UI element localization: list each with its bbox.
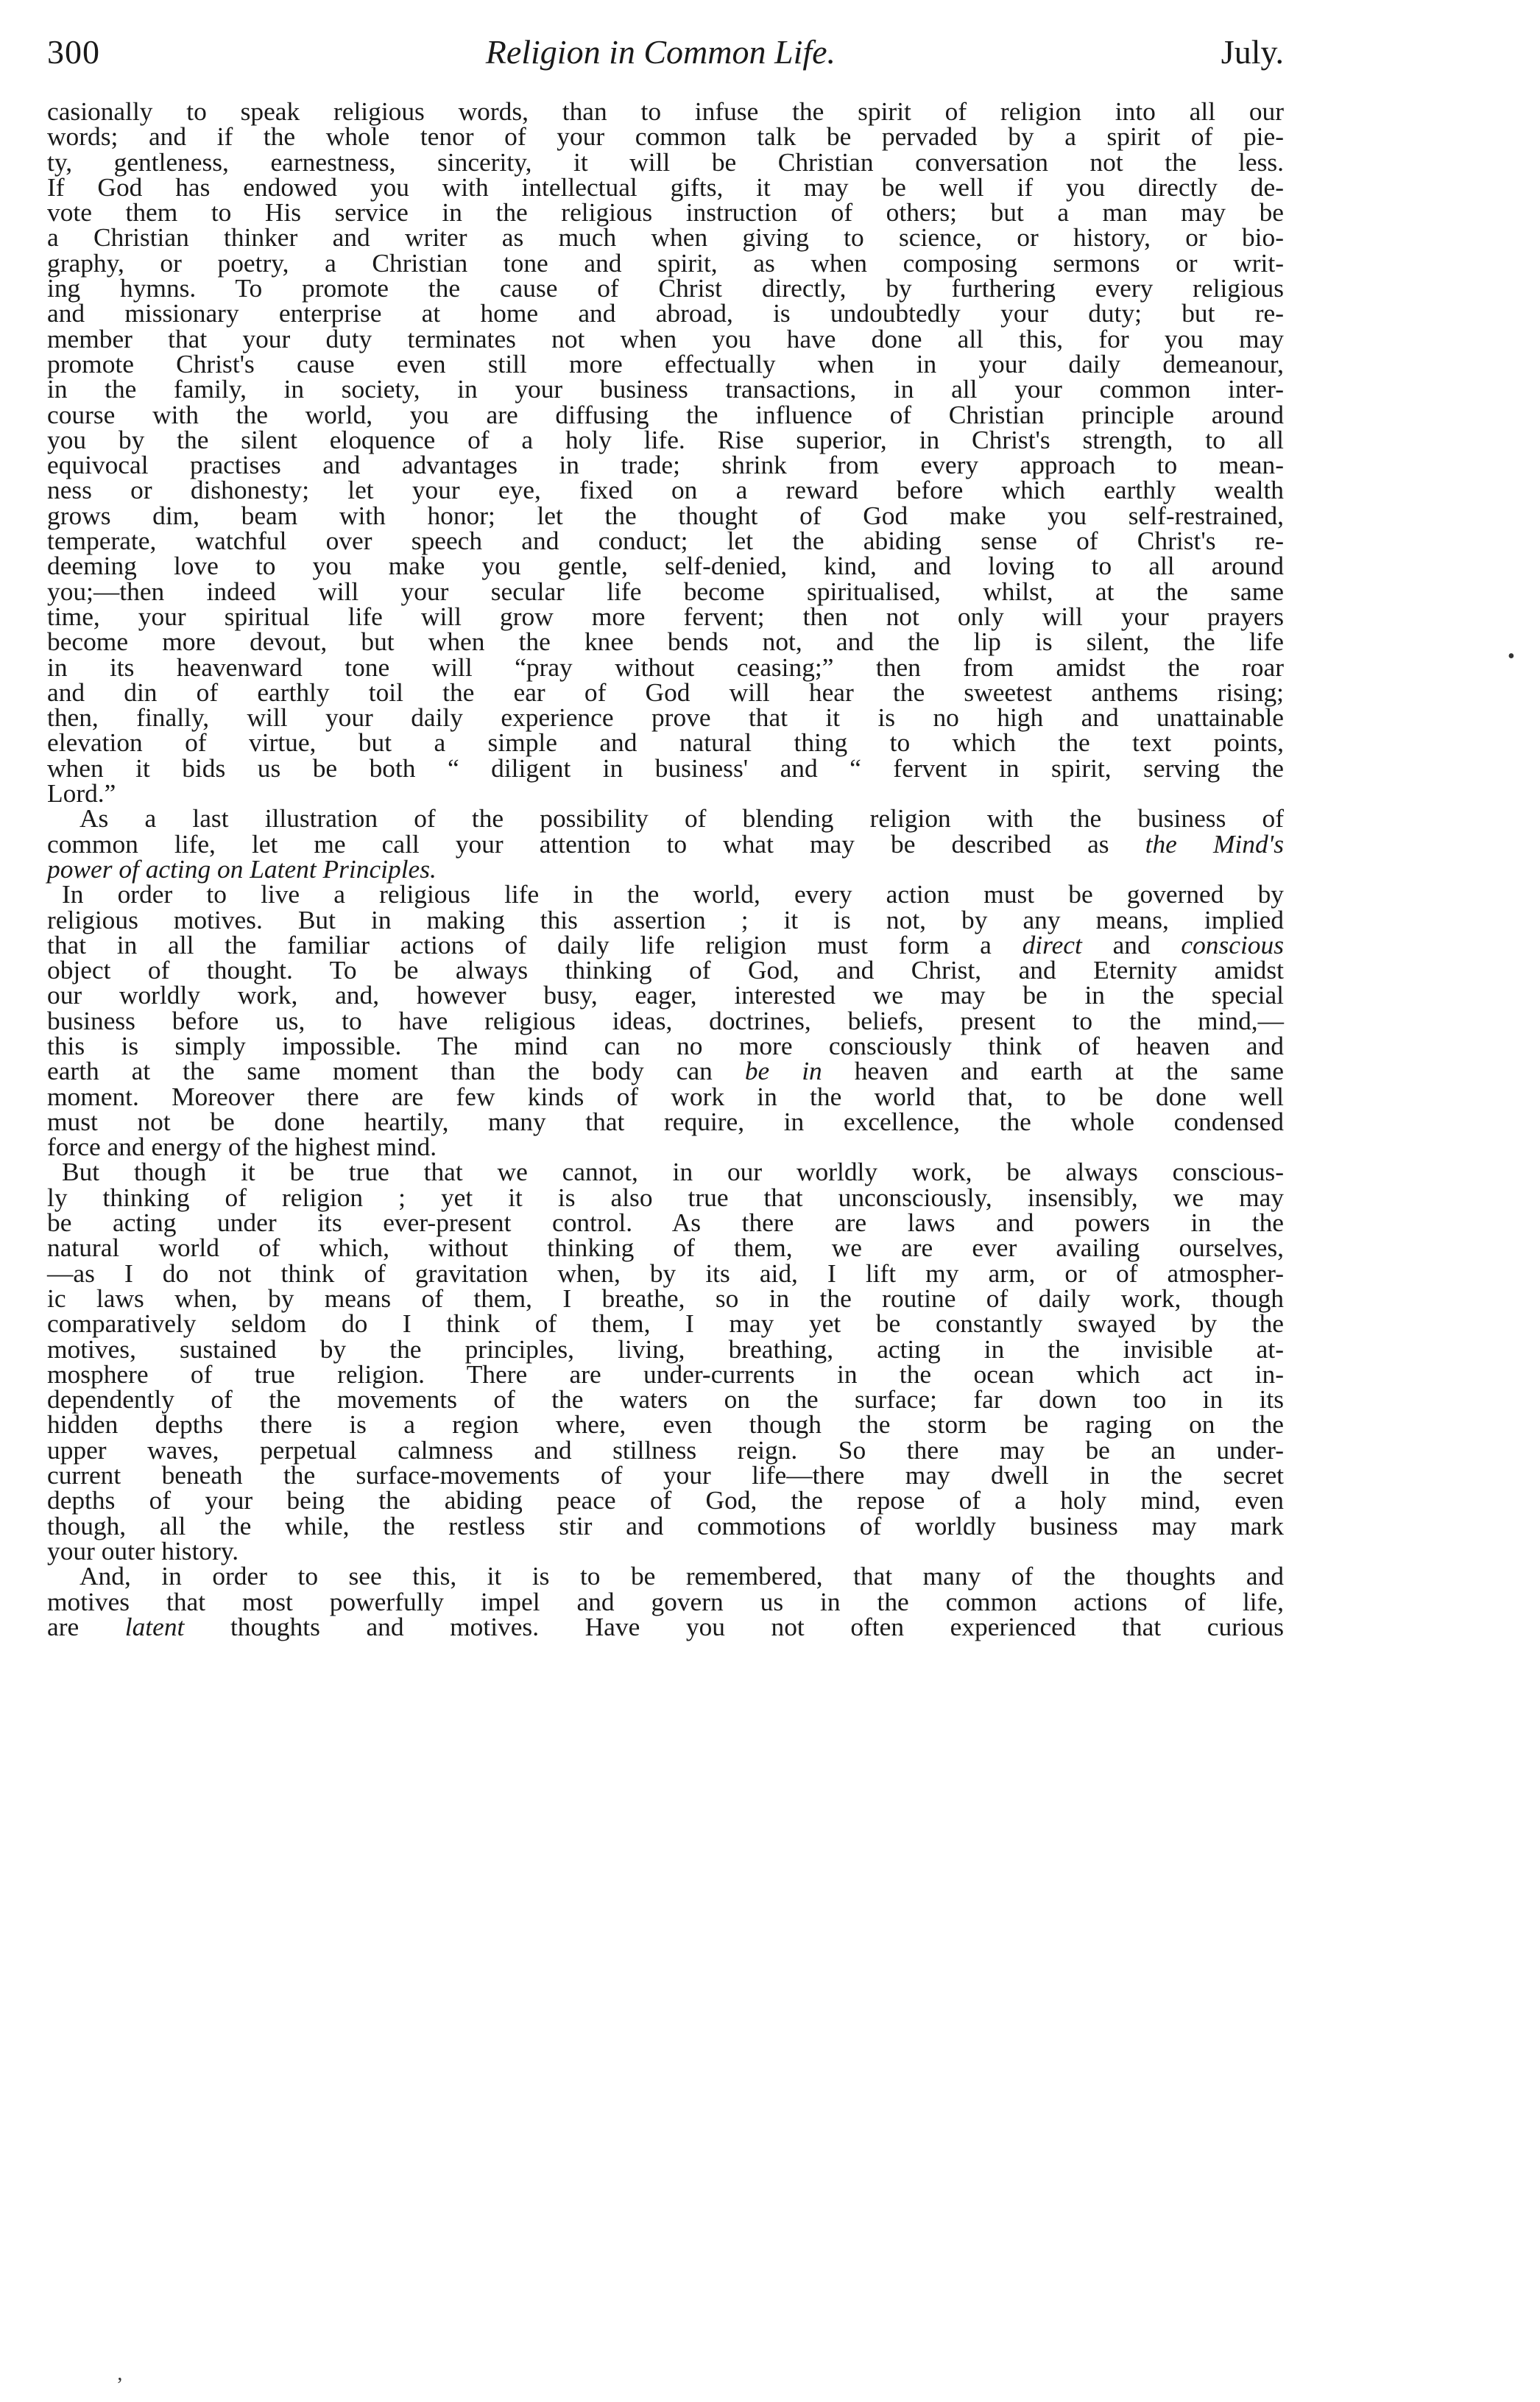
margin-mark: ‚ bbox=[116, 2362, 124, 2385]
text-line: motives, sustained by the principles, living, breathing, acting in the invisible at- bbox=[47, 1334, 1284, 1364]
text-run: thoughts and motives. Have you not often experienced that curious bbox=[230, 1611, 1284, 1641]
italic-run: be in bbox=[744, 1056, 822, 1086]
text-line: depths of your being the abiding peace of God, the repose of a holy mind, even bbox=[47, 1485, 1284, 1515]
text-line: promote Christ's cause even still more effectually when in your daily demeanour, bbox=[47, 348, 1284, 378]
text-line: graphy, or poetry, a Christian tone and spirit, as when composing sermons or writ- bbox=[47, 247, 1284, 278]
text-line bbox=[47, 853, 1284, 884]
paragraph-5 bbox=[47, 1563, 1284, 1639]
text-line: And, in order to see this, it is to be remembered, that many of the thoughts and bbox=[80, 1561, 1284, 1591]
paragraph-1 bbox=[47, 96, 1284, 809]
text-line: this is simply impossible. The mind can no more consciously think of heaven and bbox=[47, 1030, 1284, 1060]
body-text bbox=[47, 96, 1284, 1641]
text-line: deeming love to you make you gentle, self-denied, kind, and loving to all around bbox=[47, 551, 1284, 581]
text-line: temperate, watchful over speech and conduct; let the abiding sense of Christ's re- bbox=[47, 526, 1284, 556]
text-line: our worldly work, and, however busy, eager, interested we may be in the special bbox=[47, 980, 1284, 1010]
text-line: words; and if the whole tenor of your common talk be pervaded by a spirit of pie- bbox=[47, 121, 1284, 152]
text-line: when it bids us be both “ diligent in business' and “ fervent in spirit, serving the bbox=[47, 753, 1284, 783]
text-line: you;—then indeed will your secular life become spiritualised, whilst, at the same bbox=[47, 576, 1284, 606]
italic-run: the Mind's bbox=[1145, 828, 1284, 859]
page bbox=[47, 32, 1284, 1639]
text-line: be acting under its ever-present control. As there are laws and powers in the bbox=[47, 1208, 1284, 1238]
text-line: time, your spiritual life will grow more fervent; then not only will your prayers bbox=[47, 601, 1284, 631]
text-line: —as I do not think of gravitation when, by its aid, I lift my arm, or of atmospher- bbox=[47, 1258, 1284, 1288]
text-line: ty, gentleness, earnestness, sincerity, it will be Christian conversation not the less. bbox=[47, 147, 1284, 177]
text-line: ing hymns. To promote the cause of Christ directly, by furthering every religious bbox=[47, 273, 1284, 303]
text-line: hidden depths there is a region where, even though the storm be raging on the bbox=[47, 1409, 1284, 1440]
text-line: in its heavenward tone will “pray without ceasing;” then from amidst the roar bbox=[47, 652, 1284, 682]
text-line: ly thinking of religion ; yet it is also true that unconsciously, insensibly, we may bbox=[47, 1182, 1284, 1212]
paragraph-3 bbox=[47, 879, 1284, 1162]
text-line: equivocal practises and advantages in trade; shrink from every approach to mean- bbox=[47, 450, 1284, 480]
text-run: earth at the same moment than the body can bbox=[47, 1056, 713, 1086]
text-line: dependently of the movements of the waters on the surface; far down too in its bbox=[47, 1384, 1284, 1415]
italic-run: latent bbox=[124, 1611, 185, 1641]
text-line: elevation of virtue, but a simple and natural thing to which the text points, bbox=[47, 728, 1284, 758]
text-line: and missionary enterprise at home and abroad, is undoubtedly your duty; but re- bbox=[47, 298, 1284, 328]
header-month: July. bbox=[1221, 33, 1284, 71]
text-line: If God has endowed you with intellectual gifts, it may be well if you directly de- bbox=[47, 172, 1284, 202]
text-run: and bbox=[1112, 929, 1151, 959]
text-line: force and energy of the highest mind. bbox=[47, 1132, 437, 1162]
text-line: religious motives. But in making this assertion ; it is not, by any means, implied bbox=[47, 904, 1284, 934]
text-line bbox=[47, 1611, 1284, 1641]
text-line: upper waves, perpetual calmness and stillness reign. So there may be an under- bbox=[47, 1434, 1284, 1465]
text-line: moment. Moreover there are few kinds of work in the world that, to be done well bbox=[47, 1081, 1284, 1111]
text-line: in the family, in society, in your business transactions, in all your common inter- bbox=[47, 374, 1284, 404]
text-run: are bbox=[47, 1611, 80, 1641]
running-title: Religion in Common Life. bbox=[485, 33, 836, 71]
text-line: member that your duty terminates not when you have done all this, for you may bbox=[47, 323, 1284, 353]
text-line: then, finally, will your daily experience prove that it is no high and unattainable bbox=[47, 702, 1284, 733]
text-run: heaven and earth at the same bbox=[854, 1056, 1284, 1086]
text-line: But though it be true that we cannot, in our worldly work, be always conscious- bbox=[62, 1157, 1284, 1187]
paragraph-2 bbox=[47, 803, 1284, 884]
text-line: and din of earthly toil the ear of God will hear the sweetest anthems rising; bbox=[47, 677, 1284, 707]
text-line: you by the silent eloquence of a holy life. Rise superior, in Christ's strength, to all bbox=[47, 424, 1284, 454]
text-line: though, all the while, the restless stir and commotions of worldly business may mark bbox=[47, 1510, 1284, 1540]
text-line: comparatively seldom do I think of them, I may yet be constantly swayed by the bbox=[47, 1309, 1284, 1339]
text-line bbox=[47, 1056, 1284, 1086]
text-line: In order to live a religious life in the world, every action must be governed by bbox=[62, 879, 1284, 909]
text-line bbox=[47, 828, 1284, 859]
text-line: business before us, to have religious ideas, doctrines, beliefs, present to the mind,— bbox=[47, 1005, 1284, 1035]
text-line: Lord.” bbox=[47, 778, 116, 809]
italic-run: conscious bbox=[1181, 929, 1284, 959]
text-run: that in all the familiar actions of daily life religion must form a bbox=[47, 929, 992, 959]
text-line: grows dim, beam with honor; let the thought of God make you self-restrained, bbox=[47, 500, 1284, 530]
paragraph-4 bbox=[47, 1159, 1284, 1563]
italic-run: power of acting on Latent Principles. bbox=[47, 853, 437, 884]
margin-mark: • bbox=[1508, 645, 1515, 668]
text-line: object of thought. To be always thinking of God, and Christ, and Eternity amidst bbox=[47, 955, 1284, 985]
text-line: vote them to His service in the religious instruction of others; but a man may be bbox=[47, 197, 1284, 228]
italic-run: direct bbox=[1022, 929, 1082, 959]
text-line: natural world of which, without thinking of them, we are ever availing ourselves, bbox=[47, 1233, 1284, 1263]
text-line: a Christian thinker and writer as much when giving to science, or history, or bio- bbox=[47, 222, 1284, 253]
text-line: current beneath the surface-movements of your life—there may dwell in the secret bbox=[47, 1460, 1284, 1490]
text-line: casionally to speak religious words, than to infuse the spirit of religion into all our bbox=[47, 96, 1284, 126]
text-line: become more devout, but when the knee bends not, and the lip is silent, the life bbox=[47, 627, 1284, 657]
text-line: As a last illustration of the possibility of blending religion with the business of bbox=[80, 803, 1284, 834]
running-header bbox=[47, 32, 1284, 80]
text-line bbox=[47, 929, 1284, 959]
text-line: ness or dishonesty; let your eye, fixed on a reward before which earthly wealth bbox=[47, 475, 1284, 505]
text-line: ic laws when, by means of them, I breathe, so in the routine of daily work, though bbox=[47, 1283, 1284, 1313]
text-line: course with the world, you are diffusing the influence of Christian principle around bbox=[47, 399, 1284, 429]
text-line: motives that most powerfully impel and govern us in the common actions of life, bbox=[47, 1586, 1284, 1616]
text-line: your outer history. bbox=[47, 1535, 239, 1565]
text-line: mosphere of true religion. There are under-currents in the ocean which act in- bbox=[47, 1359, 1284, 1389]
text-line: must not be done heartily, many that require, in excellence, the whole condensed bbox=[47, 1106, 1284, 1136]
text-run: common life, let me call your attention to what may be described as bbox=[47, 828, 1109, 859]
page-number: 300 bbox=[47, 33, 100, 71]
